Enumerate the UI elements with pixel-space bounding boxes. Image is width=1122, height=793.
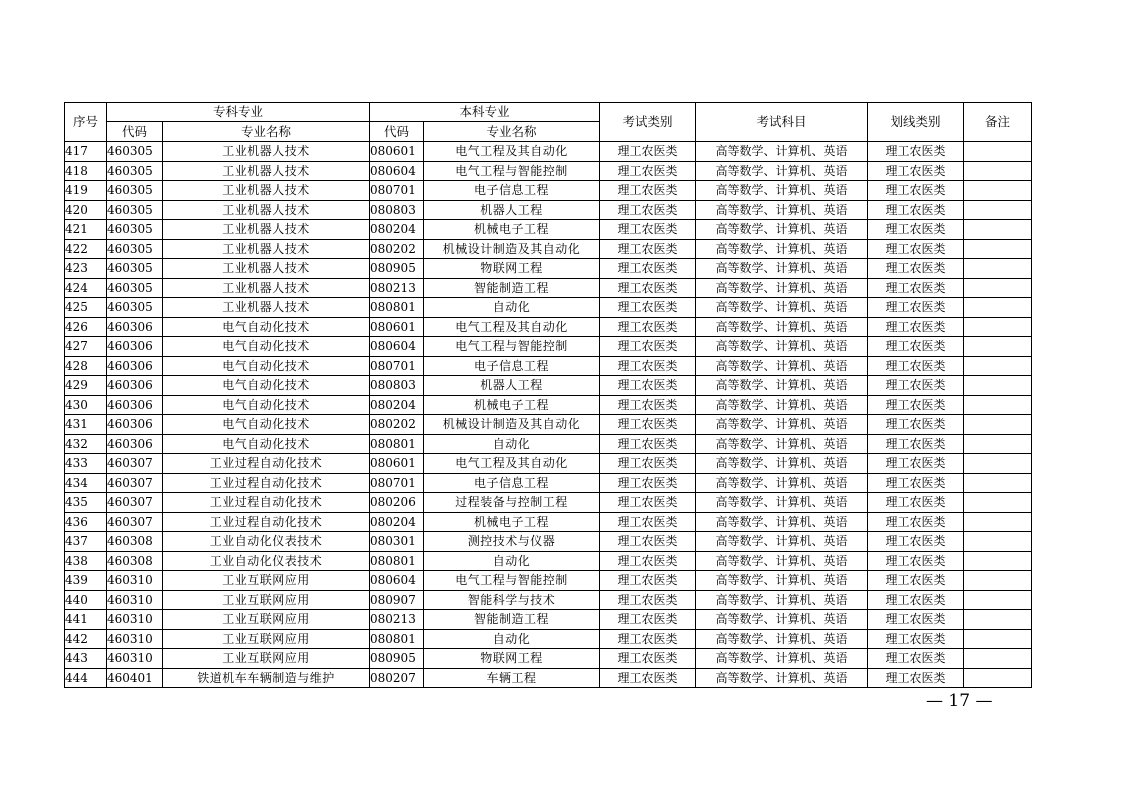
benke-code-cell: 080701 xyxy=(370,356,424,376)
zhuanke-code-cell: 460306 xyxy=(107,356,163,376)
row-seq-cell: 441 xyxy=(65,610,107,630)
row-seq-cell: 440 xyxy=(65,590,107,610)
exam-subjects-cell: 高等数学、计算机、英语 xyxy=(696,532,868,552)
zhuanke-code-cell: 460308 xyxy=(107,532,163,552)
header-zhuanke-group: 专科专业 xyxy=(107,103,370,122)
row-seq-cell: 422 xyxy=(65,239,107,259)
row-seq-cell: 420 xyxy=(65,200,107,220)
row-seq-cell: 434 xyxy=(65,473,107,493)
benke-name-cell: 电子信息工程 xyxy=(424,181,600,201)
zhuanke-code-cell: 460305 xyxy=(107,181,163,201)
row-seq-cell: 442 xyxy=(65,629,107,649)
table-row xyxy=(65,161,1032,181)
exam-type-cell: 理工农医类 xyxy=(600,298,696,318)
benke-name-cell: 物联网工程 xyxy=(424,259,600,279)
table-row xyxy=(65,142,1032,162)
header-exam-type: 考试类别 xyxy=(600,103,696,142)
remarks-cell xyxy=(964,649,1032,669)
row-seq-cell: 435 xyxy=(65,493,107,513)
exam-type-cell: 理工农医类 xyxy=(600,239,696,259)
exam-subjects-cell: 高等数学、计算机、英语 xyxy=(696,551,868,571)
benke-name-cell: 电气工程与智能控制 xyxy=(424,337,600,357)
remarks-cell xyxy=(964,434,1032,454)
exam-subjects-cell: 高等数学、计算机、英语 xyxy=(696,220,868,240)
zhuanke-name-cell: 铁道机车车辆制造与维护 xyxy=(163,668,370,688)
cutoff-type-cell: 理工农医类 xyxy=(868,395,964,415)
benke-name-cell: 过程装备与控制工程 xyxy=(424,493,600,513)
benke-code-cell: 080601 xyxy=(370,454,424,474)
table-row xyxy=(65,610,1032,630)
zhuanke-code-cell: 460310 xyxy=(107,571,163,591)
remarks-cell xyxy=(964,181,1032,201)
remarks-cell xyxy=(964,239,1032,259)
row-seq-cell: 436 xyxy=(65,512,107,532)
remarks-cell xyxy=(964,532,1032,552)
remarks-cell xyxy=(964,142,1032,162)
benke-name-cell: 电气工程与智能控制 xyxy=(424,571,600,591)
benke-code-cell: 080204 xyxy=(370,220,424,240)
exam-type-cell: 理工农医类 xyxy=(600,200,696,220)
row-seq-cell: 432 xyxy=(65,434,107,454)
zhuanke-name-cell: 电气自动化技术 xyxy=(163,317,370,337)
zhuanke-name-cell: 工业互联网应用 xyxy=(163,649,370,669)
row-seq-cell: 437 xyxy=(65,532,107,552)
benke-name-cell: 机器人工程 xyxy=(424,200,600,220)
table-row xyxy=(65,629,1032,649)
remarks-cell xyxy=(964,415,1032,435)
zhuanke-name-cell: 工业过程自动化技术 xyxy=(163,493,370,513)
cutoff-type-cell: 理工农医类 xyxy=(868,473,964,493)
benke-code-cell: 080604 xyxy=(370,161,424,181)
benke-code-cell: 080213 xyxy=(370,278,424,298)
zhuanke-code-cell: 460306 xyxy=(107,415,163,435)
header-benke-name: 专业名称 xyxy=(424,122,600,142)
exam-type-cell: 理工农医类 xyxy=(600,454,696,474)
header-row-top xyxy=(65,103,1032,122)
remarks-cell xyxy=(964,200,1032,220)
row-seq-cell: 426 xyxy=(65,317,107,337)
cutoff-type-cell: 理工农医类 xyxy=(868,239,964,259)
benke-name-cell: 机器人工程 xyxy=(424,376,600,396)
remarks-cell xyxy=(964,629,1032,649)
exam-type-cell: 理工农医类 xyxy=(600,337,696,357)
table-body xyxy=(65,142,1032,688)
benke-name-cell: 自动化 xyxy=(424,551,600,571)
zhuanke-code-cell: 460310 xyxy=(107,590,163,610)
zhuanke-code-cell: 460305 xyxy=(107,239,163,259)
zhuanke-code-cell: 460306 xyxy=(107,337,163,357)
exam-subjects-cell: 高等数学、计算机、英语 xyxy=(696,590,868,610)
cutoff-type-cell: 理工农医类 xyxy=(868,356,964,376)
exam-type-cell: 理工农医类 xyxy=(600,629,696,649)
remarks-cell xyxy=(964,356,1032,376)
cutoff-type-cell: 理工农医类 xyxy=(868,668,964,688)
page-number: — 17 — xyxy=(926,691,993,711)
exam-subjects-cell: 高等数学、计算机、英语 xyxy=(696,161,868,181)
exam-subjects-cell: 高等数学、计算机、英语 xyxy=(696,629,868,649)
exam-subjects-cell: 高等数学、计算机、英语 xyxy=(696,473,868,493)
cutoff-type-cell: 理工农医类 xyxy=(868,161,964,181)
benke-code-cell: 080204 xyxy=(370,395,424,415)
exam-type-cell: 理工农医类 xyxy=(600,590,696,610)
benke-name-cell: 电子信息工程 xyxy=(424,356,600,376)
header-zhuanke-code: 代码 xyxy=(107,122,163,142)
header-seq: 序号 xyxy=(65,103,107,142)
zhuanke-code-cell: 460306 xyxy=(107,395,163,415)
row-seq-cell: 428 xyxy=(65,356,107,376)
exam-type-cell: 理工农医类 xyxy=(600,473,696,493)
zhuanke-code-cell: 460401 xyxy=(107,668,163,688)
cutoff-type-cell: 理工农医类 xyxy=(868,629,964,649)
exam-subjects-cell: 高等数学、计算机、英语 xyxy=(696,395,868,415)
remarks-cell xyxy=(964,298,1032,318)
cutoff-type-cell: 理工农医类 xyxy=(868,610,964,630)
exam-type-cell: 理工农医类 xyxy=(600,278,696,298)
zhuanke-code-cell: 460306 xyxy=(107,434,163,454)
benke-code-cell: 080803 xyxy=(370,376,424,396)
row-seq-cell: 431 xyxy=(65,415,107,435)
benke-code-cell: 080206 xyxy=(370,493,424,513)
header-remarks: 备注 xyxy=(964,103,1032,142)
cutoff-type-cell: 理工农医类 xyxy=(868,200,964,220)
zhuanke-code-cell: 460305 xyxy=(107,161,163,181)
remarks-cell xyxy=(964,317,1032,337)
table-row xyxy=(65,512,1032,532)
exam-type-cell: 理工农医类 xyxy=(600,571,696,591)
exam-subjects-cell: 高等数学、计算机、英语 xyxy=(696,376,868,396)
exam-subjects-cell: 高等数学、计算机、英语 xyxy=(696,356,868,376)
row-seq-cell: 417 xyxy=(65,142,107,162)
exam-type-cell: 理工农医类 xyxy=(600,668,696,688)
cutoff-type-cell: 理工农医类 xyxy=(868,493,964,513)
cutoff-type-cell: 理工农医类 xyxy=(868,571,964,591)
table-row xyxy=(65,356,1032,376)
cutoff-type-cell: 理工农医类 xyxy=(868,317,964,337)
table-row xyxy=(65,395,1032,415)
benke-code-cell: 080701 xyxy=(370,473,424,493)
exam-subjects-cell: 高等数学、计算机、英语 xyxy=(696,493,868,513)
admissions-table xyxy=(64,102,1032,688)
exam-subjects-cell: 高等数学、计算机、英语 xyxy=(696,200,868,220)
benke-code-cell: 080301 xyxy=(370,532,424,552)
benke-name-cell: 车辆工程 xyxy=(424,668,600,688)
remarks-cell xyxy=(964,610,1032,630)
row-seq-cell: 418 xyxy=(65,161,107,181)
benke-code-cell: 080907 xyxy=(370,590,424,610)
cutoff-type-cell: 理工农医类 xyxy=(868,376,964,396)
exam-type-cell: 理工农医类 xyxy=(600,395,696,415)
zhuanke-name-cell: 工业过程自动化技术 xyxy=(163,454,370,474)
table-row xyxy=(65,532,1032,552)
table-row xyxy=(65,551,1032,571)
header-benke-code: 代码 xyxy=(370,122,424,142)
exam-subjects-cell: 高等数学、计算机、英语 xyxy=(696,259,868,279)
table-row xyxy=(65,181,1032,201)
exam-subjects-cell: 高等数学、计算机、英语 xyxy=(696,649,868,669)
remarks-cell xyxy=(964,259,1032,279)
benke-name-cell: 机械电子工程 xyxy=(424,512,600,532)
table-row xyxy=(65,200,1032,220)
exam-subjects-cell: 高等数学、计算机、英语 xyxy=(696,434,868,454)
exam-type-cell: 理工农医类 xyxy=(600,512,696,532)
benke-name-cell: 机械设计制造及其自动化 xyxy=(424,415,600,435)
row-seq-cell: 427 xyxy=(65,337,107,357)
remarks-cell xyxy=(964,454,1032,474)
zhuanke-code-cell: 460305 xyxy=(107,220,163,240)
remarks-cell xyxy=(964,493,1032,513)
exam-type-cell: 理工农医类 xyxy=(600,434,696,454)
header-exam-subjects: 考试科目 xyxy=(696,103,868,142)
zhuanke-code-cell: 460305 xyxy=(107,298,163,318)
table-row xyxy=(65,668,1032,688)
zhuanke-name-cell: 工业机器人技术 xyxy=(163,259,370,279)
zhuanke-name-cell: 电气自动化技术 xyxy=(163,395,370,415)
cutoff-type-cell: 理工农医类 xyxy=(868,551,964,571)
benke-name-cell: 机械设计制造及其自动化 xyxy=(424,239,600,259)
benke-code-cell: 080701 xyxy=(370,181,424,201)
benke-code-cell: 080604 xyxy=(370,337,424,357)
zhuanke-code-cell: 460307 xyxy=(107,493,163,513)
benke-name-cell: 电气工程与智能控制 xyxy=(424,161,600,181)
table-row xyxy=(65,337,1032,357)
cutoff-type-cell: 理工农医类 xyxy=(868,415,964,435)
zhuanke-name-cell: 工业自动化仪表技术 xyxy=(163,532,370,552)
benke-name-cell: 自动化 xyxy=(424,434,600,454)
zhuanke-code-cell: 460307 xyxy=(107,454,163,474)
benke-name-cell: 自动化 xyxy=(424,629,600,649)
benke-code-cell: 080601 xyxy=(370,142,424,162)
table-row xyxy=(65,376,1032,396)
exam-subjects-cell: 高等数学、计算机、英语 xyxy=(696,454,868,474)
zhuanke-name-cell: 工业互联网应用 xyxy=(163,590,370,610)
remarks-cell xyxy=(964,590,1032,610)
row-seq-cell: 438 xyxy=(65,551,107,571)
zhuanke-name-cell: 电气自动化技术 xyxy=(163,434,370,454)
zhuanke-name-cell: 电气自动化技术 xyxy=(163,356,370,376)
benke-code-cell: 080801 xyxy=(370,629,424,649)
remarks-cell xyxy=(964,571,1032,591)
table-header xyxy=(65,103,1032,142)
exam-subjects-cell: 高等数学、计算机、英语 xyxy=(696,278,868,298)
zhuanke-name-cell: 工业自动化仪表技术 xyxy=(163,551,370,571)
remarks-cell xyxy=(964,668,1032,688)
zhuanke-name-cell: 工业机器人技术 xyxy=(163,278,370,298)
exam-subjects-cell: 高等数学、计算机、英语 xyxy=(696,512,868,532)
zhuanke-name-cell: 工业互联网应用 xyxy=(163,610,370,630)
row-seq-cell: 429 xyxy=(65,376,107,396)
benke-code-cell: 080204 xyxy=(370,512,424,532)
exam-type-cell: 理工农医类 xyxy=(600,649,696,669)
zhuanke-code-cell: 460305 xyxy=(107,142,163,162)
exam-type-cell: 理工农医类 xyxy=(600,142,696,162)
benke-code-cell: 080207 xyxy=(370,668,424,688)
zhuanke-name-cell: 工业机器人技术 xyxy=(163,161,370,181)
zhuanke-code-cell: 460306 xyxy=(107,317,163,337)
exam-subjects-cell: 高等数学、计算机、英语 xyxy=(696,142,868,162)
cutoff-type-cell: 理工农医类 xyxy=(868,590,964,610)
zhuanke-code-cell: 460305 xyxy=(107,278,163,298)
cutoff-type-cell: 理工农医类 xyxy=(868,512,964,532)
exam-type-cell: 理工农医类 xyxy=(600,376,696,396)
benke-code-cell: 080801 xyxy=(370,551,424,571)
zhuanke-code-cell: 460310 xyxy=(107,610,163,630)
benke-name-cell: 物联网工程 xyxy=(424,649,600,669)
benke-code-cell: 080905 xyxy=(370,649,424,669)
zhuanke-code-cell: 460307 xyxy=(107,473,163,493)
exam-type-cell: 理工农医类 xyxy=(600,181,696,201)
benke-name-cell: 电气工程及其自动化 xyxy=(424,317,600,337)
benke-name-cell: 测控技术与仪器 xyxy=(424,532,600,552)
benke-name-cell: 机械电子工程 xyxy=(424,395,600,415)
exam-subjects-cell: 高等数学、计算机、英语 xyxy=(696,317,868,337)
exam-type-cell: 理工农医类 xyxy=(600,610,696,630)
cutoff-type-cell: 理工农医类 xyxy=(868,532,964,552)
table-row xyxy=(65,473,1032,493)
zhuanke-code-cell: 460310 xyxy=(107,649,163,669)
benke-name-cell: 电子信息工程 xyxy=(424,473,600,493)
benke-code-cell: 080803 xyxy=(370,200,424,220)
row-seq-cell: 424 xyxy=(65,278,107,298)
exam-type-cell: 理工农医类 xyxy=(600,415,696,435)
zhuanke-name-cell: 工业过程自动化技术 xyxy=(163,473,370,493)
exam-type-cell: 理工农医类 xyxy=(600,532,696,552)
benke-code-cell: 080801 xyxy=(370,298,424,318)
benke-code-cell: 080213 xyxy=(370,610,424,630)
benke-name-cell: 智能制造工程 xyxy=(424,610,600,630)
benke-name-cell: 智能制造工程 xyxy=(424,278,600,298)
row-seq-cell: 419 xyxy=(65,181,107,201)
zhuanke-name-cell: 电气自动化技术 xyxy=(163,376,370,396)
zhuanke-name-cell: 工业机器人技术 xyxy=(163,298,370,318)
exam-type-cell: 理工农医类 xyxy=(600,356,696,376)
table-row xyxy=(65,259,1032,279)
exam-type-cell: 理工农医类 xyxy=(600,493,696,513)
benke-name-cell: 智能科学与技术 xyxy=(424,590,600,610)
zhuanke-name-cell: 工业机器人技术 xyxy=(163,181,370,201)
remarks-cell xyxy=(964,220,1032,240)
row-seq-cell: 423 xyxy=(65,259,107,279)
remarks-cell xyxy=(964,376,1032,396)
exam-subjects-cell: 高等数学、计算机、英语 xyxy=(696,181,868,201)
cutoff-type-cell: 理工农医类 xyxy=(868,649,964,669)
header-zhuanke-name: 专业名称 xyxy=(163,122,370,142)
exam-type-cell: 理工农医类 xyxy=(600,551,696,571)
table-row xyxy=(65,590,1032,610)
cutoff-type-cell: 理工农医类 xyxy=(868,298,964,318)
cutoff-type-cell: 理工农医类 xyxy=(868,142,964,162)
header-cutoff-type: 划线类别 xyxy=(868,103,964,142)
benke-code-cell: 080202 xyxy=(370,239,424,259)
cutoff-type-cell: 理工农医类 xyxy=(868,278,964,298)
row-seq-cell: 421 xyxy=(65,220,107,240)
benke-code-cell: 080202 xyxy=(370,415,424,435)
benke-code-cell: 080604 xyxy=(370,571,424,591)
exam-subjects-cell: 高等数学、计算机、英语 xyxy=(696,415,868,435)
exam-type-cell: 理工农医类 xyxy=(600,161,696,181)
row-seq-cell: 444 xyxy=(65,668,107,688)
table-row xyxy=(65,298,1032,318)
table-row xyxy=(65,649,1032,669)
exam-type-cell: 理工农医类 xyxy=(600,317,696,337)
row-seq-cell: 430 xyxy=(65,395,107,415)
zhuanke-name-cell: 工业机器人技术 xyxy=(163,220,370,240)
remarks-cell xyxy=(964,395,1032,415)
remarks-cell xyxy=(964,473,1032,493)
cutoff-type-cell: 理工农医类 xyxy=(868,434,964,454)
benke-code-cell: 080601 xyxy=(370,317,424,337)
exam-type-cell: 理工农医类 xyxy=(600,259,696,279)
cutoff-type-cell: 理工农医类 xyxy=(868,220,964,240)
exam-subjects-cell: 高等数学、计算机、英语 xyxy=(696,668,868,688)
remarks-cell xyxy=(964,337,1032,357)
table-row xyxy=(65,571,1032,591)
table-row xyxy=(65,278,1032,298)
table-row xyxy=(65,415,1032,435)
row-seq-cell: 433 xyxy=(65,454,107,474)
table-row xyxy=(65,454,1032,474)
zhuanke-code-cell: 460310 xyxy=(107,629,163,649)
zhuanke-name-cell: 电气自动化技术 xyxy=(163,337,370,357)
benke-code-cell: 080905 xyxy=(370,259,424,279)
row-seq-cell: 439 xyxy=(65,571,107,591)
exam-subjects-cell: 高等数学、计算机、英语 xyxy=(696,337,868,357)
benke-name-cell: 机械电子工程 xyxy=(424,220,600,240)
cutoff-type-cell: 理工农医类 xyxy=(868,181,964,201)
remarks-cell xyxy=(964,512,1032,532)
row-seq-cell: 425 xyxy=(65,298,107,318)
table-row xyxy=(65,220,1032,240)
exam-subjects-cell: 高等数学、计算机、英语 xyxy=(696,610,868,630)
zhuanke-code-cell: 460305 xyxy=(107,200,163,220)
zhuanke-name-cell: 工业机器人技术 xyxy=(163,239,370,259)
zhuanke-code-cell: 460305 xyxy=(107,259,163,279)
benke-name-cell: 电气工程及其自动化 xyxy=(424,454,600,474)
cutoff-type-cell: 理工农医类 xyxy=(868,259,964,279)
zhuanke-code-cell: 460306 xyxy=(107,376,163,396)
exam-subjects-cell: 高等数学、计算机、英语 xyxy=(696,571,868,591)
benke-code-cell: 080801 xyxy=(370,434,424,454)
zhuanke-name-cell: 工业机器人技术 xyxy=(163,142,370,162)
benke-name-cell: 电气工程及其自动化 xyxy=(424,142,600,162)
cutoff-type-cell: 理工农医类 xyxy=(868,454,964,474)
zhuanke-name-cell: 电气自动化技术 xyxy=(163,415,370,435)
table-row xyxy=(65,434,1032,454)
exam-subjects-cell: 高等数学、计算机、英语 xyxy=(696,298,868,318)
table-row xyxy=(65,239,1032,259)
exam-type-cell: 理工农医类 xyxy=(600,220,696,240)
benke-name-cell: 自动化 xyxy=(424,298,600,318)
zhuanke-code-cell: 460308 xyxy=(107,551,163,571)
zhuanke-name-cell: 工业互联网应用 xyxy=(163,629,370,649)
cutoff-type-cell: 理工农医类 xyxy=(868,337,964,357)
zhuanke-name-cell: 工业互联网应用 xyxy=(163,571,370,591)
remarks-cell xyxy=(964,161,1032,181)
header-benke-group: 本科专业 xyxy=(370,103,600,122)
remarks-cell xyxy=(964,551,1032,571)
exam-subjects-cell: 高等数学、计算机、英语 xyxy=(696,239,868,259)
zhuanke-name-cell: 工业机器人技术 xyxy=(163,200,370,220)
row-seq-cell: 443 xyxy=(65,649,107,669)
zhuanke-code-cell: 460307 xyxy=(107,512,163,532)
zhuanke-name-cell: 工业过程自动化技术 xyxy=(163,512,370,532)
table-row xyxy=(65,493,1032,513)
table-row xyxy=(65,317,1032,337)
remarks-cell xyxy=(964,278,1032,298)
